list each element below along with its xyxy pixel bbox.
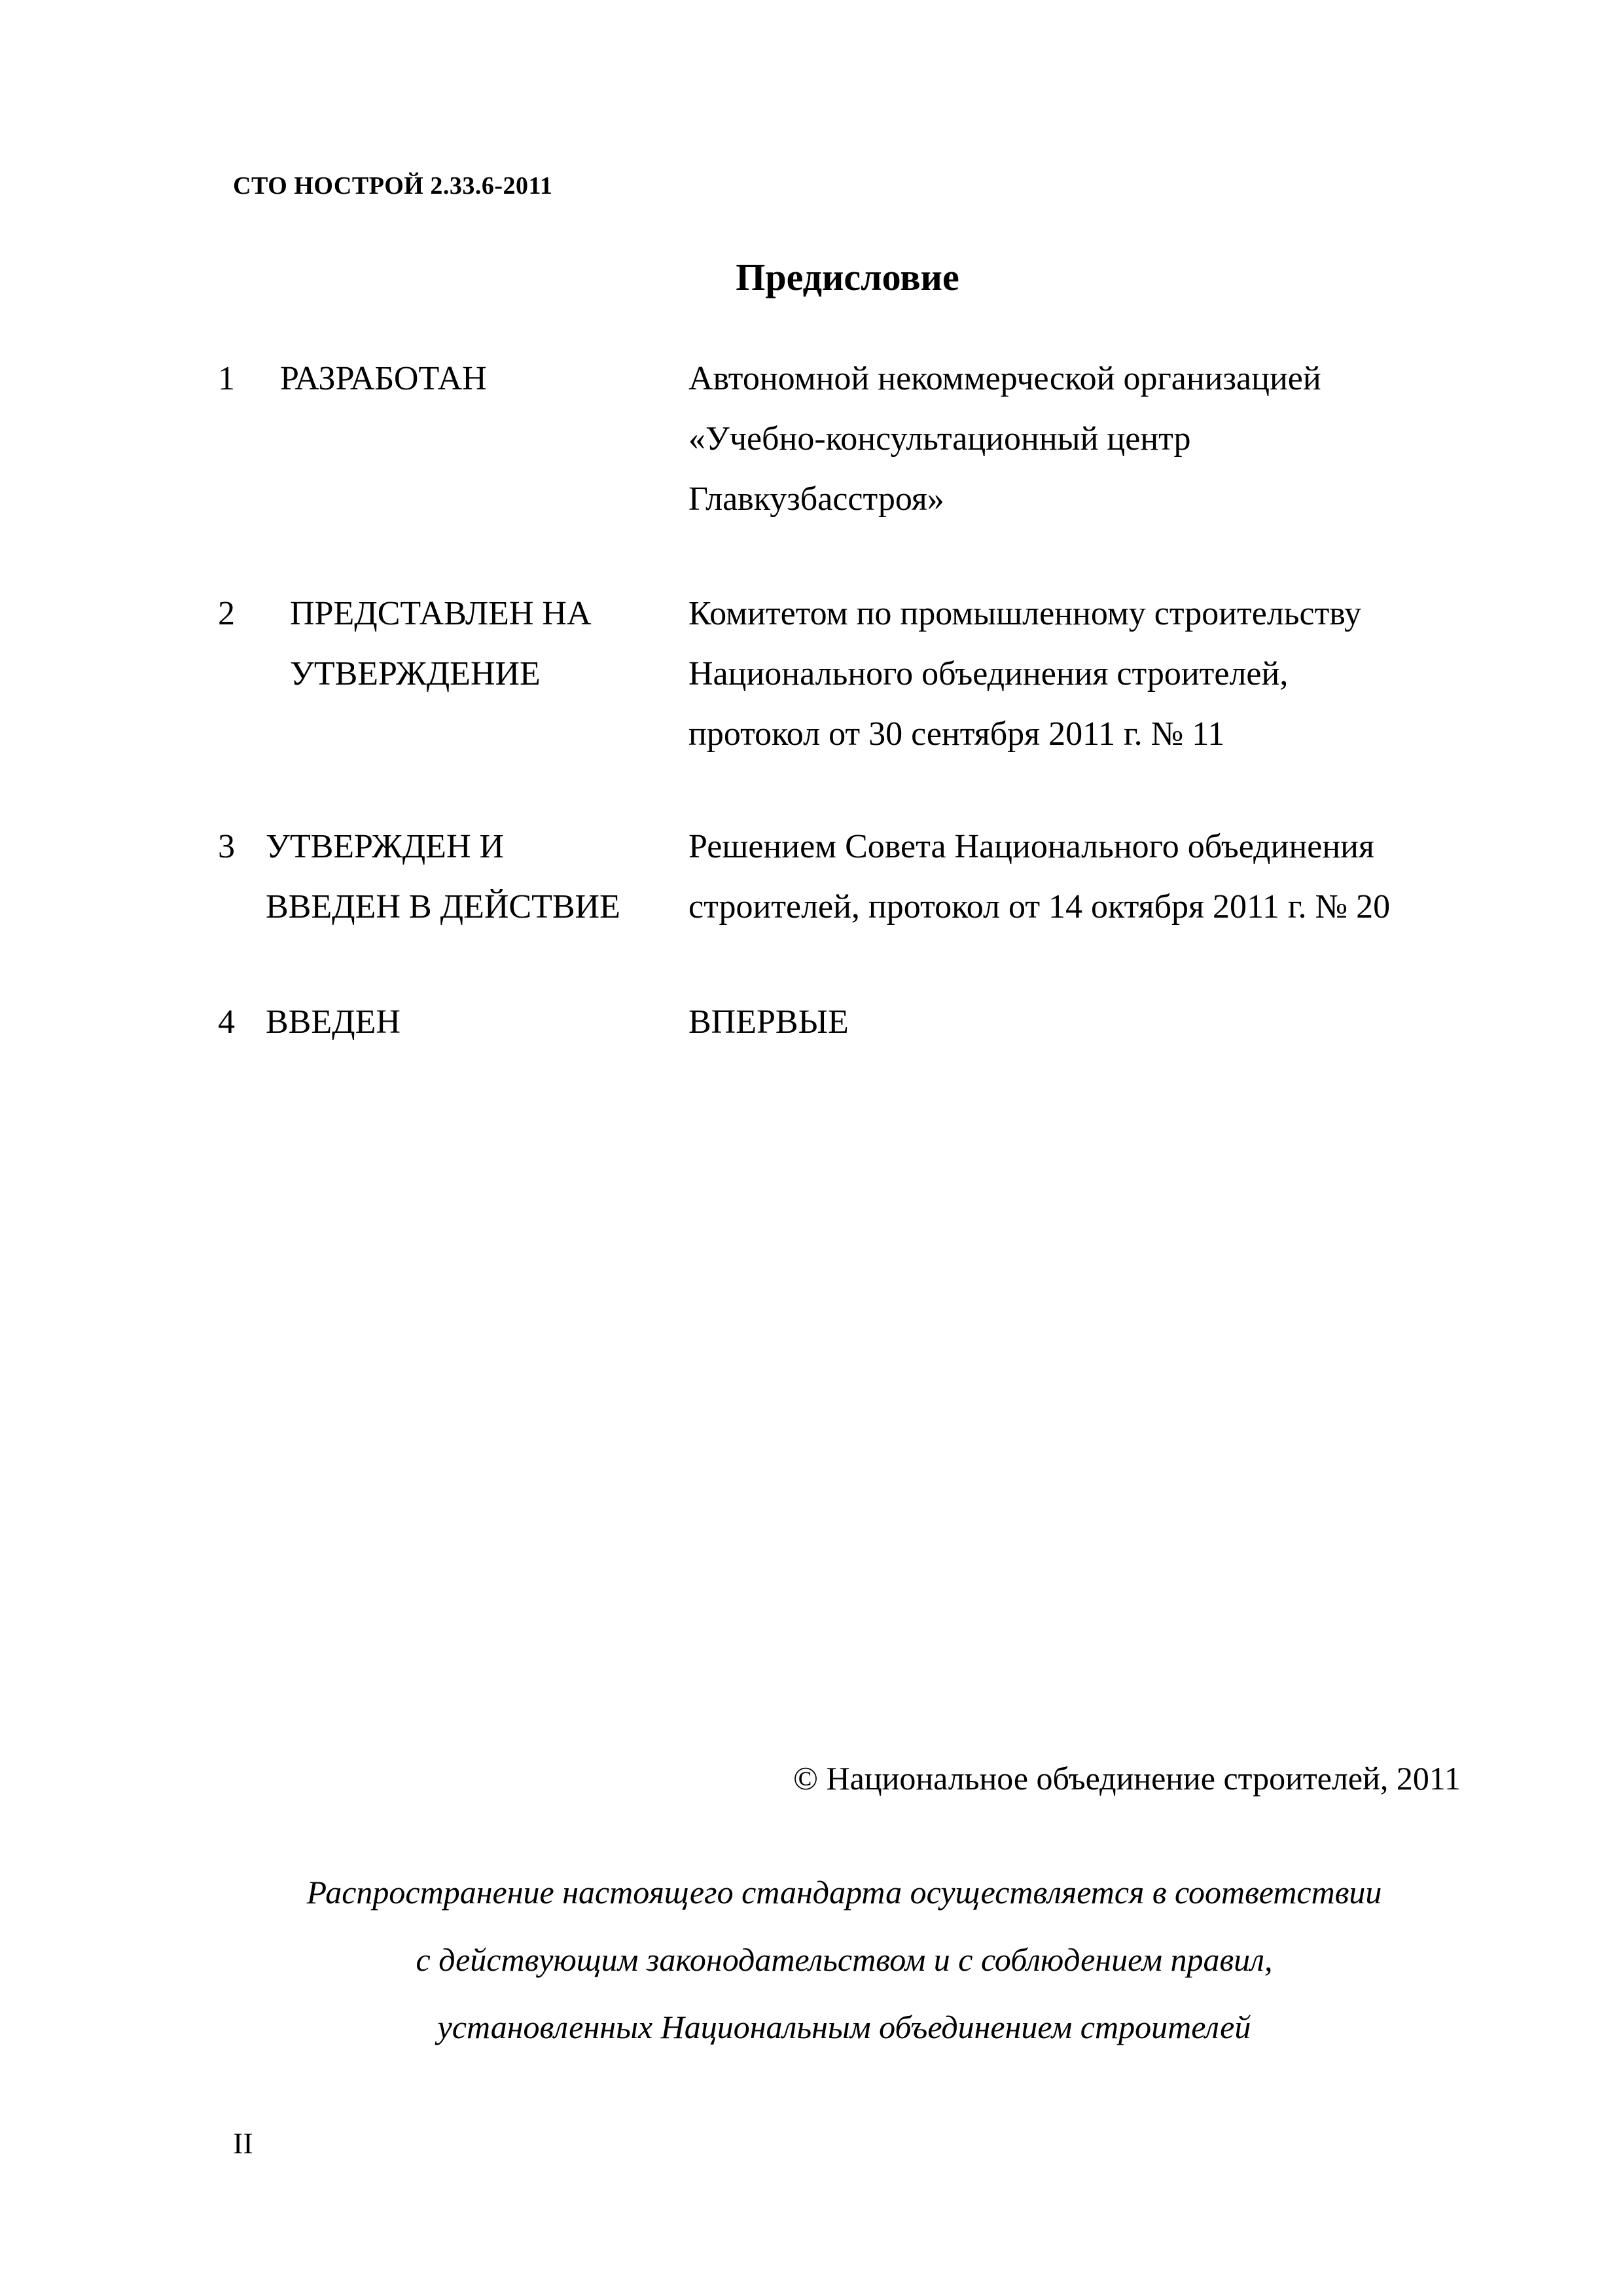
standard-code: СТО НОСТРОЙ 2.33.6-2011 [233, 172, 553, 200]
notice-line: Распространение настоящего стандарта осуществляется в соответствии [306, 1874, 1382, 1910]
item-value-line: «Учебно-консультационный центр [688, 420, 1191, 457]
item-label-line: ПРЕДСТАВЛЕН НА [290, 595, 592, 632]
item-value-line: протокол от 30 сентября 2011 г. № 11 [688, 715, 1225, 753]
item-label [290, 584, 592, 704]
item-label-line: УТВЕРЖДЕН И [266, 828, 505, 865]
item-number: 3 [218, 828, 235, 865]
item-value-line: Комитетом по промышленному строительству [688, 595, 1362, 632]
item-label: РАЗРАБОТАН [280, 360, 487, 397]
notice-line: с действующим законодательством и с соблюдением правил, [416, 1941, 1273, 1978]
item-number: 1 [218, 360, 235, 397]
item-value-line: Главкузбасстроя» [688, 480, 944, 518]
item-value-line: Решением Совета Национального объединения [688, 828, 1374, 865]
item-label-line: ВВЕДЕН В ДЕЙСТВИЕ [266, 888, 620, 925]
page-number: II [233, 2126, 253, 2160]
item-value-line: строителей, протокол от 14 октября 2011 г. № 20 [688, 888, 1391, 925]
notice-line: установленных Национальным объединением строителей [437, 2009, 1251, 2045]
item-value [688, 992, 849, 1052]
item-value [688, 817, 1390, 937]
item-value-line: Национального объединения строителей, [688, 655, 1289, 692]
distribution-notice [0, 1859, 1623, 2061]
item-value-line: ВПЕРВЫЕ [688, 1003, 849, 1041]
page-title: Предисловие [736, 256, 959, 298]
item-label: ВВЕДЕН [266, 1003, 401, 1041]
item-number: 2 [218, 595, 235, 632]
item-value [688, 584, 1361, 764]
item-label [266, 817, 620, 937]
item-label-line: УТВЕРЖДЕНИЕ [290, 655, 541, 692]
item-number: 4 [218, 1003, 235, 1041]
item-value [688, 349, 1321, 529]
item-value-line: Автономной некоммерческой организацией [688, 360, 1321, 397]
copyright-notice: © Национальное объединение строителей, 2011 [793, 1760, 1461, 1797]
